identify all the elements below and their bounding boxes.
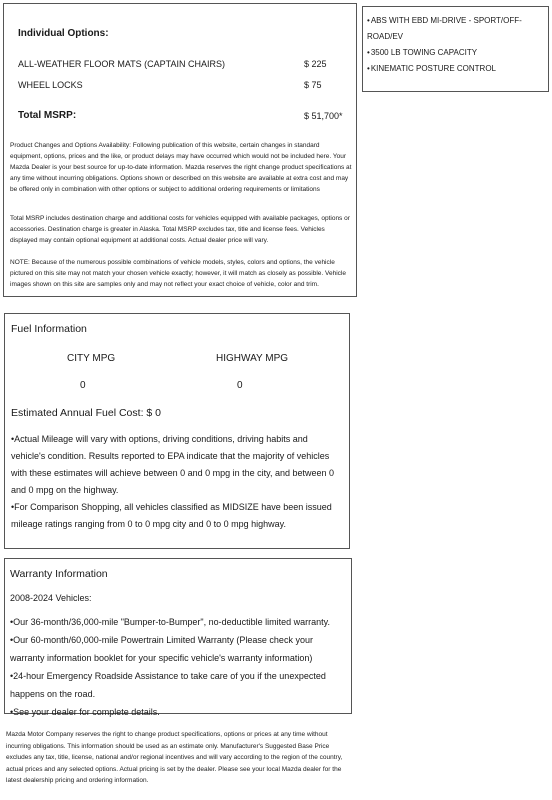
warranty-panel xyxy=(4,558,352,717)
feature-item: • KINEMATIC POSTURE CONTROL xyxy=(367,61,544,77)
image-note: NOTE: Because of the numerous possible combinations of vehicle models, styles, colors and options, the vehicle pictured on this site may not match your chosen vehicle exactly; however, it will match as closely as possible. Vehicle images shown on this site are samples only and may not reflect your exact choice of vehicle, color and trim. xyxy=(10,259,346,288)
total-msrp-label: Total MSRP: xyxy=(18,110,77,121)
highway-mpg-label: HIGHWAY MPG xyxy=(216,353,289,364)
warranty-notes-list xyxy=(10,613,346,721)
highway-mpg-value: 0 xyxy=(237,380,243,391)
fuel-title: Fuel Information xyxy=(11,323,87,335)
warranty-note: • 24-hour Emergency Roadside Assistance to take care of you if the unexpected happens on the road. xyxy=(10,667,346,703)
warranty-note: • Our 60-month/60,000-mile Powertrain Limited Warranty (Please check your warranty information booklet for your specific vehicle's warranty information) xyxy=(10,631,346,667)
option-row xyxy=(18,80,346,90)
features-panel xyxy=(362,6,549,92)
option-name: WHEEL LOCKS xyxy=(18,80,83,90)
features-list xyxy=(367,13,544,77)
fuel-note: • Actual Mileage will vary with options, driving conditions, driving habits and vehicle's condition. Results reported to EPA indicate that the majority of vehicles with these estimates will achieve between 0 and 0 mpg in the city, and between 0 and 0 mpg on the highway. xyxy=(11,431,341,499)
warranty-note: • Our 36-month/36,000-mile "Bumper-to-Bumper", no-deductible limited warranty. xyxy=(10,613,346,631)
fuel-notes-list xyxy=(11,431,341,533)
fuel-panel xyxy=(4,313,350,549)
pricing-disclaimer: Mazda Motor Company reserves the right to change product specifications, options or prices at any time without incurring obligations. This information should be used as an estimate only. Manufacturer's Suggested Base Price excludes any tax, title, license, national and/or regional incentives and will vary according to the region of the country, actual prices and any selected options. Actual pricing is set by the dealer. Please see your local Mazda dealer for the latest dealership pricing and ordering information. xyxy=(6,731,343,784)
city-mpg-label: CITY MPG xyxy=(67,353,116,364)
option-name: ALL-WEATHER FLOOR MATS (CAPTAIN CHAIRS) xyxy=(18,59,226,69)
option-price: $ 225 xyxy=(304,59,327,69)
annual-fuel-cost: Estimated Annual Fuel Cost: $ 0 xyxy=(11,407,161,419)
total-msrp-value: $ 51,700* xyxy=(304,111,343,121)
total-msrp-row xyxy=(18,110,348,121)
options-panel xyxy=(3,3,357,297)
warranty-note: • See your dealer for complete details. xyxy=(10,703,346,721)
msrp-note: Total MSRP includes destination charge and additional costs for vehicles equipped with available packages, options or accessories. Destination charge is greater in Alaska. Total MSRP excludes tax, title and license fees. Vehicles displayed may contain optional equipment at additional costs. Actual dealer price will vary. xyxy=(10,215,350,244)
options-heading: Individual Options: xyxy=(18,28,109,39)
feature-item: • ABS WITH EBD MI-DRIVE - SPORT/OFF-ROAD/EV xyxy=(367,13,544,45)
option-price: $ 75 xyxy=(304,80,322,90)
availability-note: Product Changes and Options Availability: Following publication of this website, certain changes in standard equipment, options, prices and the like, or product delays may have occurred which would not be included here. Your Mazda Dealer is your best source for up-to-date information. Mazda reserves the right change product specifications at any time without incurring obligations. Options shown or described on this website are available at extra cost and may be offered only in combination with other options or subject to additional ordering requirements or limitations xyxy=(10,142,352,193)
warranty-title: Warranty Information xyxy=(10,568,108,580)
warranty-subtitle: 2008-2024 Vehicles: xyxy=(10,593,92,603)
city-mpg-value: 0 xyxy=(80,380,86,391)
fuel-note: • For Comparison Shopping, all vehicles classified as MIDSIZE have been issued mileage ratings ranging from 0 to 0 mpg city and 0 to 0 mpg highway. xyxy=(11,499,341,533)
feature-item: • 3500 LB TOWING CAPACITY xyxy=(367,45,544,61)
option-row xyxy=(18,59,346,69)
